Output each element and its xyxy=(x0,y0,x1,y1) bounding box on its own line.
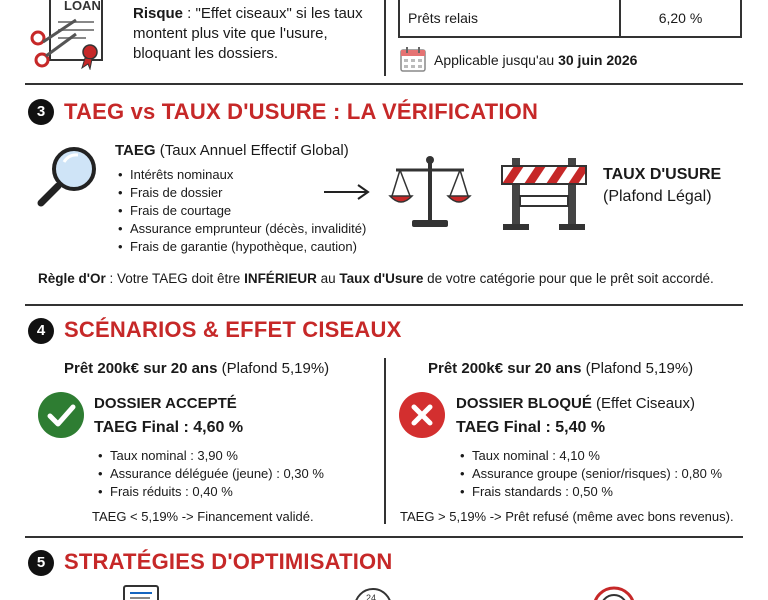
taeg-heading xyxy=(115,142,349,159)
section-5-title: STRATÉGIES D'OPTIMISATION xyxy=(64,549,393,574)
rate-value: 6,20 % xyxy=(658,10,703,26)
divider-3 xyxy=(25,536,743,538)
list-item: • Frais standards : 0,50 % xyxy=(458,483,748,501)
list-item: • Intérêts nominaux xyxy=(116,166,376,184)
list-item: • Frais de garantie (hypothèque, caution) xyxy=(116,238,376,256)
list-item: • Assurance groupe (senior/risques) : 0,80 % xyxy=(458,465,748,483)
list-item: • Taux nominal : 4,10 % xyxy=(458,447,748,465)
rate-label: Prêts relais xyxy=(408,10,479,26)
barrier-icon xyxy=(500,154,588,232)
document-icon xyxy=(120,585,164,600)
risk-text-3: bloquant les dossiers. xyxy=(133,45,279,62)
divider-2 xyxy=(25,304,743,306)
right-cap: (Plafond 5,19%) xyxy=(581,360,694,377)
cross-icon xyxy=(399,392,445,438)
svg-text:24: 24 xyxy=(366,593,377,600)
right-status: DOSSIER BLOQUÉ xyxy=(456,395,592,412)
rule-text-1: : Votre TAEG doit être xyxy=(105,271,245,286)
rule-text-3: de votre catégorie pour que le prêt soit accordé. xyxy=(423,271,714,286)
usure-title: TAUX D'USURE xyxy=(603,166,722,183)
left-scenario-heading xyxy=(64,360,329,377)
right-conclusion: TAEG > 5,19% -> Prêt refusé (même avec bons revenus). xyxy=(400,509,734,524)
right-status-line xyxy=(456,395,695,412)
rule-label: Règle d'Or xyxy=(38,271,106,286)
taeg-full: (Taux Annuel Effectif Global) xyxy=(155,142,349,159)
left-details-list xyxy=(96,447,376,501)
left-cap: (Plafond 5,19%) xyxy=(217,360,330,377)
right-taeg: TAEG Final : 5,40 % xyxy=(456,419,606,436)
list-item: • Frais de courtage xyxy=(116,202,376,220)
list-item: • Taux nominal : 3,90 % xyxy=(96,447,376,465)
right-details-list xyxy=(458,447,748,501)
rates-table xyxy=(398,0,742,38)
list-item: • Frais de dossier xyxy=(116,184,376,202)
rule-bold-1: INFÉRIEUR xyxy=(244,271,317,286)
applicable-date: 30 juin 2026 xyxy=(558,52,638,68)
target-icon xyxy=(592,586,636,600)
table-row xyxy=(399,0,741,37)
magnifier-icon xyxy=(36,142,102,208)
calendar-icon xyxy=(400,46,426,72)
risk-label: Risque xyxy=(133,5,184,22)
golden-rule xyxy=(38,271,758,286)
usure-subtitle: (Plafond Légal) xyxy=(603,188,712,205)
left-conclusion: TAEG < 5,19% -> Financement validé. xyxy=(92,509,314,524)
section-3-number: 3 xyxy=(28,99,54,125)
section-4-number: 4 xyxy=(28,318,54,344)
list-item: • Assurance emprunteur (décès, invalidité) xyxy=(116,220,376,238)
section-4-title: SCÉNARIOS & EFFET CISEAUX xyxy=(64,317,402,342)
arrow-right-icon xyxy=(322,182,372,202)
check-icon xyxy=(38,392,84,438)
section-5-number: 5 xyxy=(28,550,54,576)
taeg-components-list xyxy=(116,166,376,256)
clock-icon xyxy=(353,587,393,600)
left-status: DOSSIER ACCEPTÉ xyxy=(94,395,237,412)
loan-contract-illustration xyxy=(28,0,108,70)
scenario-separator xyxy=(384,358,386,524)
applicable-prefix: Applicable jusqu'au xyxy=(434,52,559,68)
risk-text-1: : "Effet ciseaux" si les taux xyxy=(183,5,363,22)
left-taeg: TAEG Final : 4,60 % xyxy=(94,419,244,436)
applicable-until xyxy=(434,52,637,68)
section-3-title: TAEG vs TAUX D'USURE : LA VÉRIFICATION xyxy=(64,99,539,124)
rate-value-cell xyxy=(620,0,741,37)
rate-label-cell xyxy=(399,0,620,37)
left-loan: Prêt 200k€ sur 20 ans xyxy=(64,360,218,377)
loan-label: LOAN xyxy=(64,0,101,13)
divider-1 xyxy=(25,83,743,85)
right-loan: Prêt 200k€ sur 20 ans xyxy=(428,360,582,377)
right-scenario-heading xyxy=(428,360,693,377)
rule-text-2: au xyxy=(316,271,340,286)
risk-note xyxy=(133,4,373,64)
list-item: • Frais réduits : 0,40 % xyxy=(96,483,376,501)
right-status-extra: (Effet Ciseaux) xyxy=(591,395,695,412)
taeg-label: TAEG xyxy=(115,142,156,159)
balance-scale-icon xyxy=(388,154,472,230)
rule-bold-2: Taux d'Usure xyxy=(339,271,424,286)
risk-text-2: montent plus vite que l'usure, xyxy=(133,25,328,42)
list-item: • Assurance déléguée (jeune) : 0,30 % xyxy=(96,465,376,483)
vertical-separator-top xyxy=(384,0,386,76)
